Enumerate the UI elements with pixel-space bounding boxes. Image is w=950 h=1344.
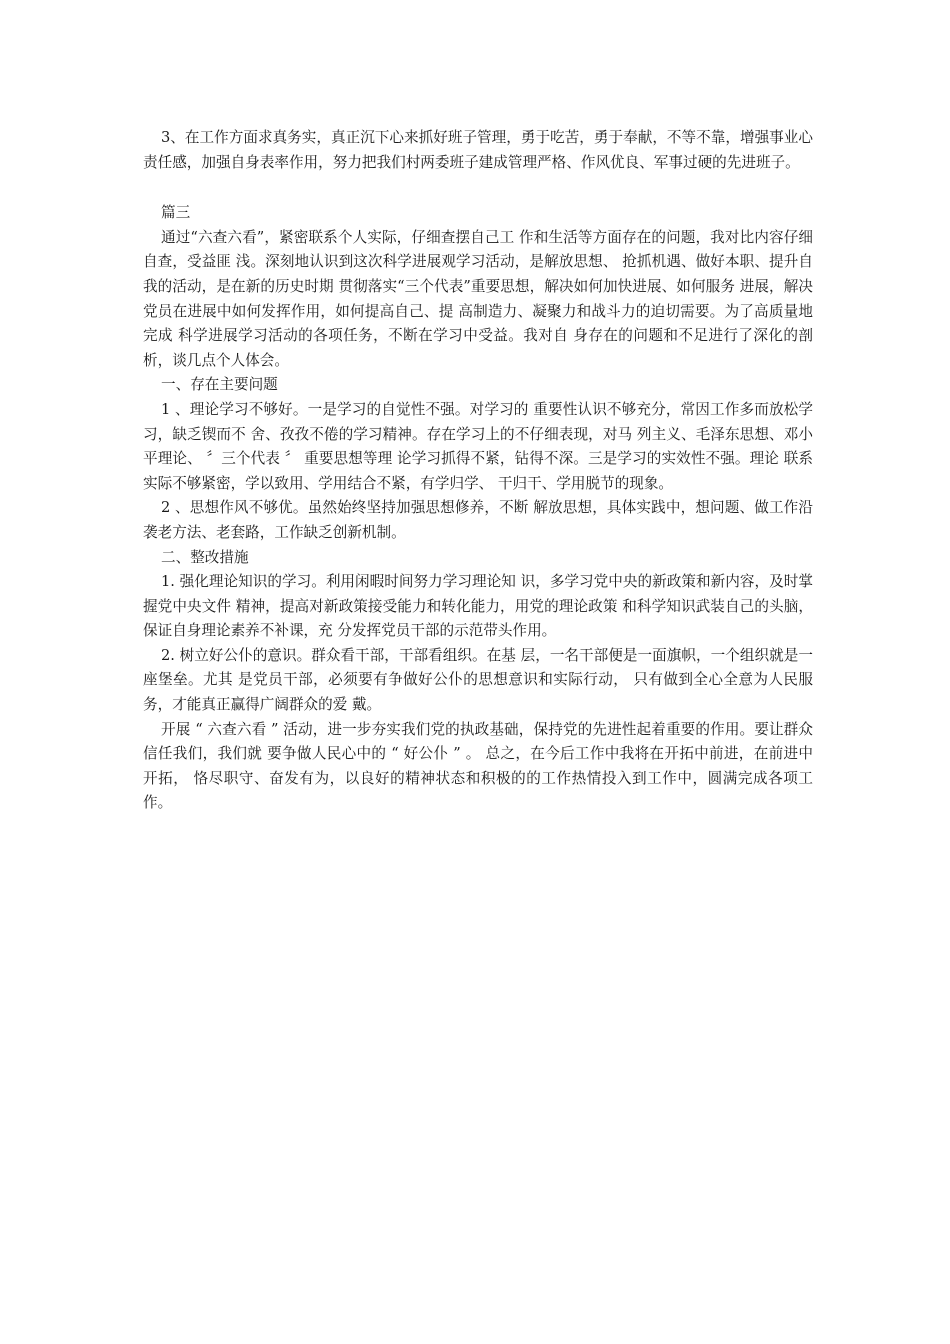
heading-main-problems: 一、存在主要问题 — [161, 376, 278, 394]
paragraph-strengthen-theory: 1. 强化理论知识的学习。利用闲暇时间努力学习理论知 识，多学习党中央的新政策和新内容，及时掌握党中央文件 精神，提高对新政策接受能力和转化能力，用党的理论政策 和科学知识武装自己的头脑，保证自身理论素养不补课，充 分发挥党员干部的示范带头作用。 — [143, 573, 813, 640]
heading-rectification: 二、整改措施 — [161, 548, 249, 566]
document-page — [143, 126, 813, 816]
section-title: 篇三 — [161, 204, 191, 222]
paragraph-theory-study: 1 、理论学习不够好。一是学习的自觉性不强。对学习的 重要性认识不够充分，常因工作多而放松学习，缺乏锲而不 舍、孜孜不倦的学习精神。存在学习上的不仔细表现，对马 列主义、毛泽东思想、邓小平理论、 〞三个代表 〞 重要思想等理 论学习抓得不紧，钻得不深。三是学习的实效性不强。理论 联系实际不够紧密，学以致用、学用结合不紧，有学归学、 干归干、学用脱节的现象。 — [143, 400, 813, 492]
paragraph-thinking-style: 2 、思想作风不够优。虽然始终坚持加强思想修养，不断 解放思想，具体实践中，想问题、做工作沿袭老方法、老套路，工作缺乏创新机制。 — [143, 499, 813, 541]
intro-paragraph: 3、在工作方面求真务实，真正沉下心来抓好班子管理，勇于吃苦，勇于奉献，不等不靠，增强事业心责任感，加强自身表率作用，努力把我们村两委班子建成管理严格、作风优良、军事过硬的先进班子。 — [143, 129, 813, 171]
paragraph-public-servant: 2. 树立好公仆的意识。群众看干部，干部看组织。在基 层，一名干部便是一面旗帜，一个组织就是一座堡垒。尤其 是党员干部，必须要有争做好公仆的思想意识和实际行动， 只有做到全心全意为人民服务，才能真正赢得广阔群众的爱 戴。 — [143, 646, 813, 714]
paragraph-overview: 通过“六查六看”，紧密联系个人实际，仔细查摆自己工 作和生活等方面存在的问题，我对比内容仔细自查，受益匪 浅。深刻地认识到这次科学进展观学习活动，是解放思想、 抢抓机遇、做好本职、提升自我的活动，是在新的历史时期 贯彻落实“三个代表”重要思想，解决如何加快进展、如何服务 进展，解决党员在进展中如何发挥作用，如何提高自己、提 高制造力、凝聚力和战斗力的迫切需要。为了高质量地完成 科学进展学习活动的各项任务，不断在学习中受益。我对自 身存在的问题和不足进行了深化的剖析，谈几点个人体会。 — [143, 228, 813, 369]
paragraph-conclusion: 开展 “ 六查六看 ” 活动，进一步夯实我们党的执政基础，保持党的先进性起着重要的作用。要让群众信任我们，我们就 要争做人民心中的 “ 好公仆 ” 。 总之，在今后工作中我将在开拓中前进，在前进中开拓， 恪尽职守、奋发有为，以良好的精神状态和积极的的工作热情投入到工作中，圆满完成各项工作。 — [143, 720, 813, 812]
section-spacer — [143, 175, 813, 201]
